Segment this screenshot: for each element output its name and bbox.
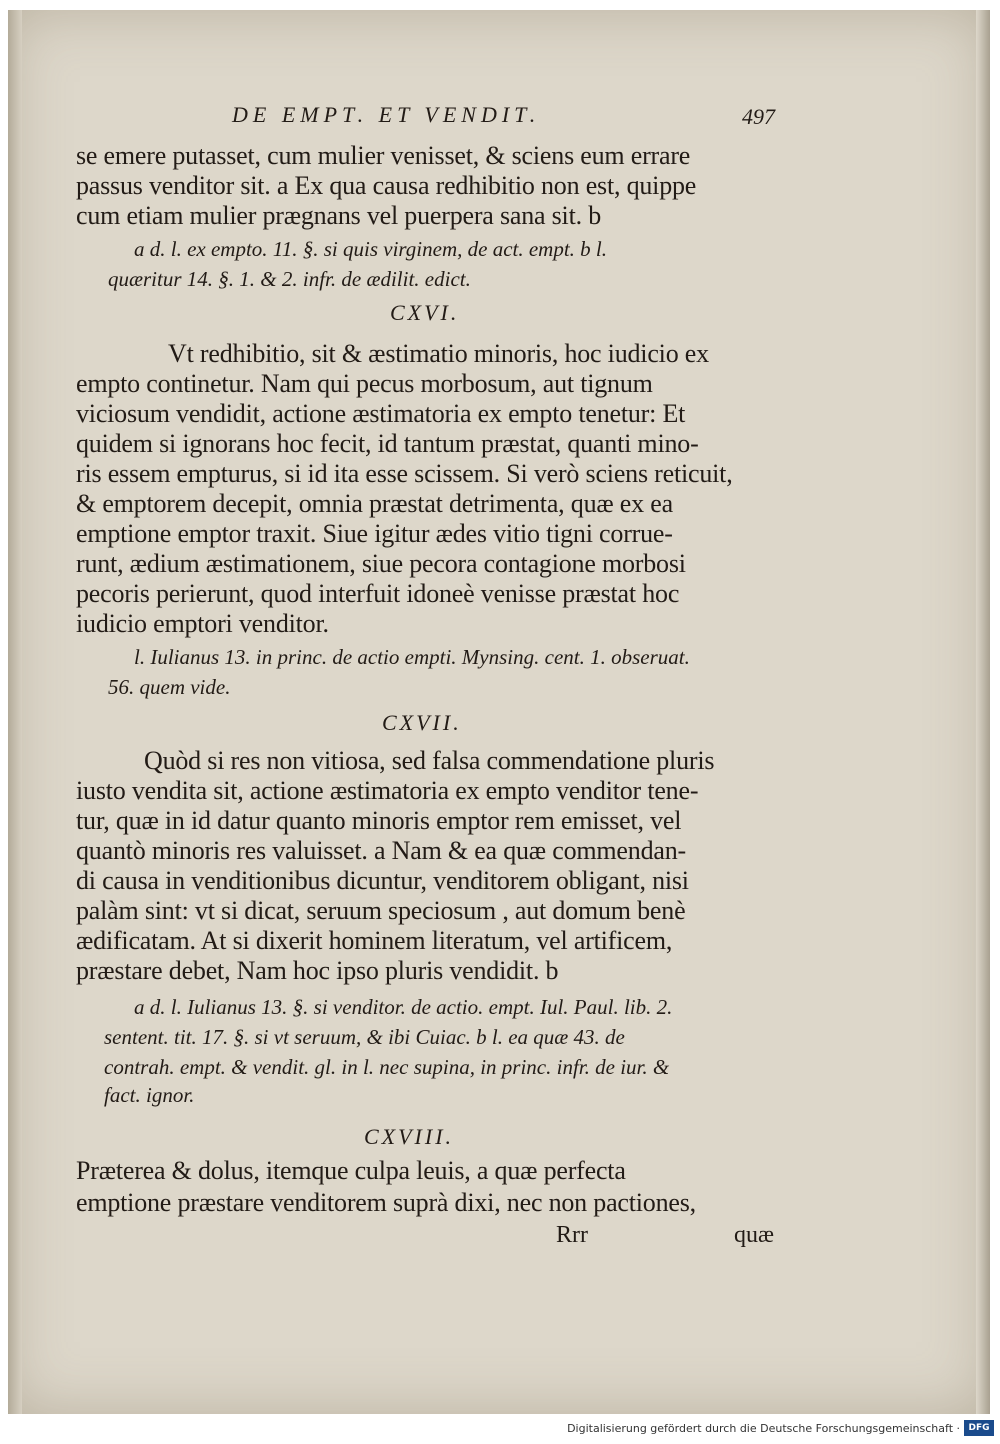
footnote-line: sentent. tit. 17. §. si vt seruum, & ibi Cuiac. b l. ea quæ 43. de [104, 1025, 625, 1049]
text-line: cum etiam mulier prægnans vel puerpera sana sit. b [76, 201, 602, 230]
text-line: quantò minoris res valuisset. a Nam & ea quæ commendan- [76, 836, 686, 865]
text-line: emptione præstare venditorem suprà dixi, nec non pactiones, [76, 1188, 696, 1217]
footnote-line: quæritur 14. §. 1. & 2. infr. de ædilit. edict. [108, 267, 471, 291]
footnote-line: a d. l. Iulianus 13. §. si venditor. de actio. empt. Iul. Paul. lib. 2. [134, 995, 673, 1019]
footnote-line: contrah. empt. & vendit. gl. in l. nec supina, in princ. infr. de iur. & [104, 1055, 670, 1079]
text-line: passus venditor sit. a Ex qua causa redhibitio non est, quippe [76, 171, 697, 200]
footnote-line: fact. ignor. [104, 1083, 195, 1107]
text-line: ris essem empturus, si id ita esse scissem. Si verò sciens reticuit, [76, 459, 733, 488]
dfg-logo-icon: DFG [964, 1420, 994, 1436]
text-line: tur, quæ in id datur quanto minoris emptor rem emisset, vel [76, 806, 682, 835]
text-line: runt, ædium æstimationem, siue pecora contagione morbosi [76, 549, 686, 578]
text-line: iusto vendita sit, actione æstimatoria ex empto venditor tene- [76, 776, 699, 805]
text-line: palàm sint: vt si dicat, seruum speciosum , aut domum benè [76, 896, 686, 925]
text-line: & emptorem decepit, omnia præstat detrimenta, quæ ex ea [76, 489, 673, 518]
text-line: empto continetur. Nam qui pecus morbosum, aut tignum [76, 369, 653, 398]
text-line: Vt redhibitio, sit & æstimatio minoris, hoc iudicio ex [168, 339, 709, 368]
text-line: di causa in venditionibus dicuntur, venditorem obligant, nisi [76, 866, 689, 895]
section-heading: CXVI. [390, 300, 460, 325]
text-line: emptione emptor traxit. Siue igitur ædes vitio tigni corrue- [76, 519, 673, 548]
section-heading: CXVIII. [364, 1124, 455, 1149]
text-line: viciosum vendidit, actione æstimatoria ex empto tenetur: Et [76, 399, 686, 428]
footnote-line: 56. quem vide. [108, 675, 231, 699]
text-line: pecoris perierunt, quod interfuit idoneè venisse præstat hoc [76, 579, 680, 608]
signature-mark: Rrr [556, 1222, 588, 1248]
catchword: quæ [734, 1222, 775, 1248]
section-heading: CXVII. [382, 710, 462, 735]
text-line: se emere putasset, cum mulier venisset, & sciens eum errare [76, 141, 691, 170]
text-line: præstare debet, Nam hoc ipso pluris vendidit. b [76, 956, 559, 985]
running-title: DE EMPT. ET VENDIT. [232, 102, 541, 127]
text-line: ædificatam. At si dixerit hominem literatum, vel artificem, [76, 926, 673, 955]
footnote-line: a d. l. ex empto. 11. §. si quis virginem, de act. empt. b l. [134, 237, 608, 261]
digitization-footer [0, 1416, 1000, 1444]
footer-credit: Digitalisierung gefördert durch die Deutsche Forschungsgemeinschaft · [567, 1422, 960, 1435]
text-line: iudicio emptori venditor. [76, 609, 329, 638]
text-line: quidem si ignorans hoc fecit, id tantum præstat, quanti mino- [76, 429, 699, 458]
text-line: Quòd si res non vitiosa, sed falsa commendatione pluris [144, 746, 715, 775]
text-line: Præterea & dolus, itemque culpa leuis, a quæ perfecta [76, 1156, 626, 1185]
page-number: 497 [742, 104, 775, 129]
footnote-line: l. Iulianus 13. in princ. de actio empti. Mynsing. cent. 1. obseruat. [134, 645, 690, 669]
